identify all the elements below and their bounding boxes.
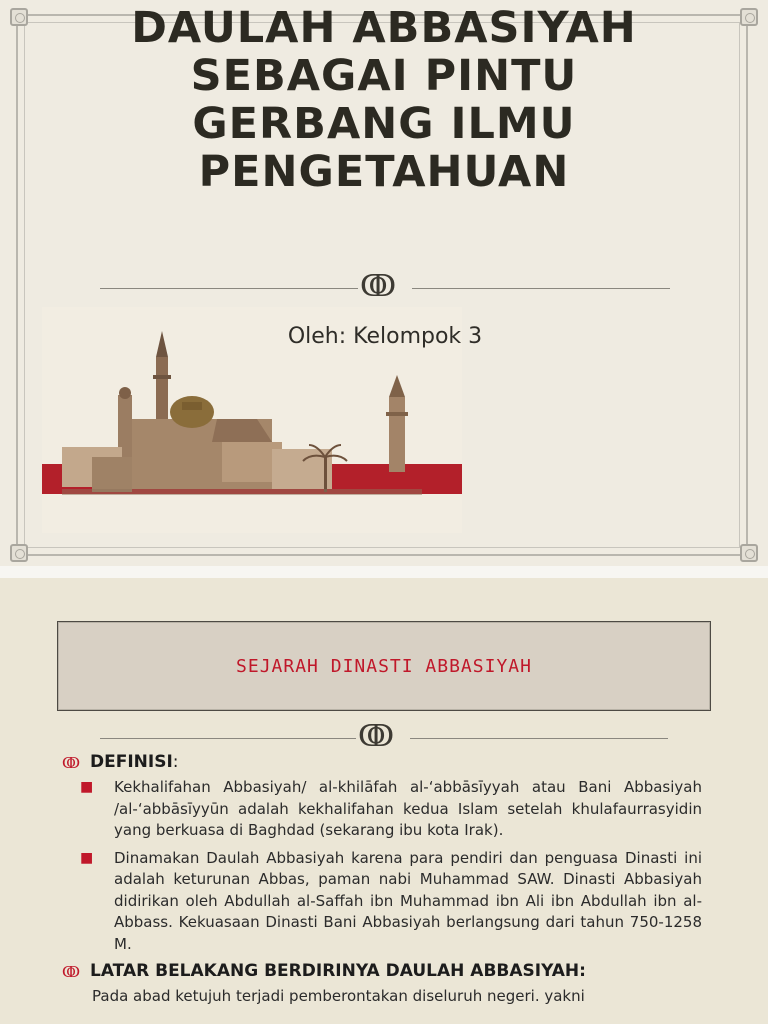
title-line: PENGETAHUAN [198,147,570,197]
flourish-bullet-icon: ↂ [62,754,81,772]
ornament-divider-line [410,738,668,739]
ornament-divider-line [100,738,356,739]
author-text: Oleh: Kelompok 3 [287,324,483,349]
title-line: DAULAH ABBASIYAH [131,3,637,53]
flourish-ornament-icon: ↂ [358,719,395,754]
flourish-ornament-icon: ↂ [360,269,397,304]
slide-title [60,4,708,196]
frame-corner-ornament [740,8,758,26]
frame-corner-ornament [740,544,758,562]
ornament-divider-line [100,288,358,289]
frame-corner-ornament [10,8,28,26]
bullet-icon: ■ [80,779,94,795]
slide-heading: SEJARAH DINASTI ABBASIYAH [236,656,532,677]
list-item-text: Dinamakan Daulah Abbasiyah karena para pendiri dan penguasa Dinasti ini adalah keturunan Abbas, paman nabi Muhammad SAW. Dinasti Abbasiyah didirikan oleh Abdullah al-Saffah ibn Muhammad ibn Ali ibn Abdullah ibn al-Abbass. Kekuasaan Dinasti Bani Abbasiyah berlangsung dari tahun 750-1258 M. [114,848,702,953]
content-slide [0,578,768,1024]
paragraph: Pada abad ketujuh terjadi pemberontakan diseluruh negeri. yakni [92,987,585,1005]
bullet-icon: ■ [80,849,94,866]
title-line: SEBAGAI PINTU [190,51,578,101]
slide-heading-box [57,621,711,711]
slide-separator [0,566,768,578]
ornament-divider-line [412,288,670,289]
section-title-definisi [62,750,702,774]
title-line: GERBANG ILMU [192,99,576,149]
definition-list [62,777,702,955]
slide-body [62,750,702,1008]
list-item [62,777,702,842]
section-title-colon: : [172,752,179,772]
flourish-bullet-icon: ↂ [62,963,81,981]
list-item-text: Kekhalifahan Abbasiyah/ al-khilāfah al-‘abbāsīyyah atau Bani Abbasiyah /al-‘abbāsīyyūn adalah kekhalifahan kedua Islam setelah khulafaurrasyidin yang berkuasa di Baghdad (sekarang ibu kota Irak). [114,778,702,839]
section-title-latar [62,959,702,983]
list-item [62,848,702,956]
section-title-text: DEFINISI [90,752,173,772]
section-title-text: LATAR BELAKANG BERDIRINYA DAULAH ABBASIYAH: [90,961,586,981]
frame-corner-ornament [10,544,28,562]
